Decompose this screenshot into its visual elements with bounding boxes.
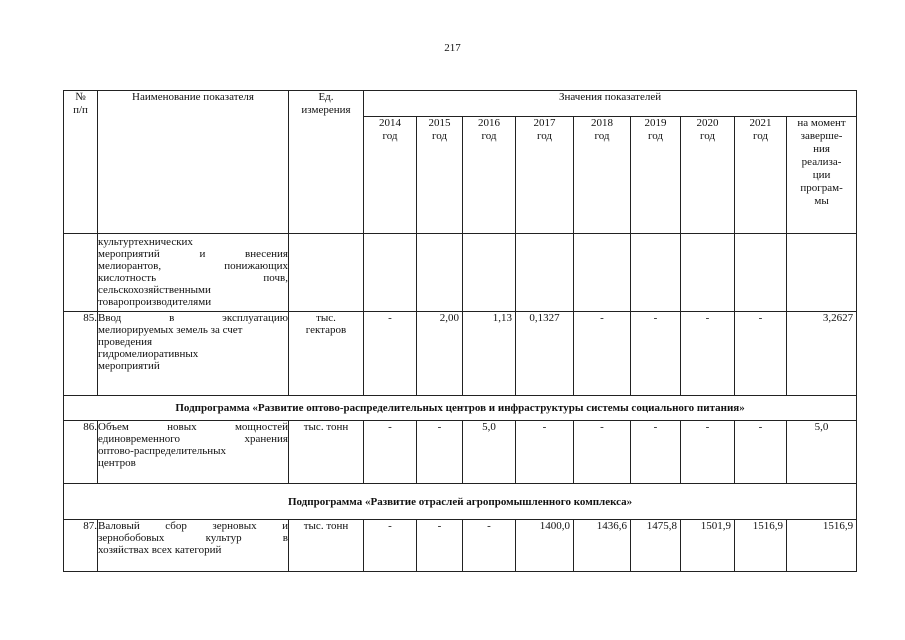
value-cell: 1516,9 xyxy=(787,520,857,572)
value-cell: - xyxy=(735,421,787,484)
header-name: Наименование показателя xyxy=(98,91,289,234)
section-title: Подпрограмма «Развитие оптово-распределительных центров и инфраструктуры системы социального питания» xyxy=(64,396,857,421)
value-cell: - xyxy=(681,421,735,484)
header-year-2019: 2019 год xyxy=(631,117,681,234)
header-year-2015: 2015 год xyxy=(417,117,463,234)
row-unit-cell xyxy=(289,234,364,312)
value-cell: 5,0 xyxy=(463,421,516,484)
value-cell: 2,00 xyxy=(417,312,463,396)
row-name-cell: Валовый сбор зерновых и зернобобовых культур в хозяйствах всех категорий xyxy=(98,520,289,572)
row-name-cell: культуртехнических мероприятий и внесения мелиорантов, понижающих кислотность почв, сельскохозяйственными товаропроизводителями xyxy=(98,234,289,312)
row-unit: тыс. тонн xyxy=(289,421,364,484)
row-num: 86. xyxy=(64,421,98,484)
value-cell: - xyxy=(516,421,574,484)
value-cell: 0,1327 xyxy=(516,312,574,396)
value-cell: - xyxy=(681,312,735,396)
section-row xyxy=(64,484,857,520)
value-cell: - xyxy=(631,312,681,396)
value-cell: 1475,8 xyxy=(631,520,681,572)
value-cell: - xyxy=(574,312,631,396)
table-row-85 xyxy=(64,312,857,396)
value-cell: - xyxy=(364,520,417,572)
row-unit: тыс. гектаров xyxy=(289,312,364,396)
header-year-2020: 2020 год xyxy=(681,117,735,234)
row-name-cell: Объем новых мощностей единовременного хранения оптово-распределительных центров xyxy=(98,421,289,484)
header-year-2021: 2021 год xyxy=(735,117,787,234)
value-cell: - xyxy=(631,421,681,484)
value-cell: - xyxy=(364,312,417,396)
table-row-87 xyxy=(64,520,857,572)
header-num: № п/п xyxy=(64,91,98,234)
header-values-group: Значения показателей xyxy=(364,91,857,117)
row-num: 85. xyxy=(64,312,98,396)
value-cell: 1501,9 xyxy=(681,520,735,572)
header-unit: Ед. измерения xyxy=(289,91,364,234)
row-num-cell xyxy=(64,234,98,312)
page-number: 217 xyxy=(444,42,461,54)
value-cell: 3,2627 xyxy=(787,312,857,396)
header-row-group xyxy=(64,91,857,117)
value-cell: 1516,9 xyxy=(735,520,787,572)
header-final: на момент заверше- ния реализа- ции програм- мы xyxy=(787,117,857,234)
value-cell: - xyxy=(364,421,417,484)
header-year-2017: 2017 год xyxy=(516,117,574,234)
value-cell: - xyxy=(735,312,787,396)
section-title: Подпрограмма «Развитие отраслей агропромышленного комплекса» xyxy=(64,484,857,520)
table-row-86 xyxy=(64,421,857,484)
indicators-table xyxy=(63,90,857,572)
header-year-2016: 2016 год xyxy=(463,117,516,234)
value-cell: - xyxy=(574,421,631,484)
header-year-2018: 2018 год xyxy=(574,117,631,234)
header-year-2014: 2014 год xyxy=(364,117,417,234)
value-cell: 1400,0 xyxy=(516,520,574,572)
value-cell: 5,0 xyxy=(787,421,857,484)
section-row xyxy=(64,396,857,421)
value-cell: - xyxy=(417,421,463,484)
row-name-cell: Ввод в эксплуатацию мелиорируемых земель за счет проведения гидромелиоративных мероприятий xyxy=(98,312,289,396)
row-unit: тыс. тонн xyxy=(289,520,364,572)
row-num: 87. xyxy=(64,520,98,572)
value-cell: 1436,6 xyxy=(574,520,631,572)
value-cell: 1,13 xyxy=(463,312,516,396)
value-cell: - xyxy=(463,520,516,572)
value-cell: - xyxy=(417,520,463,572)
table-row xyxy=(64,234,857,312)
